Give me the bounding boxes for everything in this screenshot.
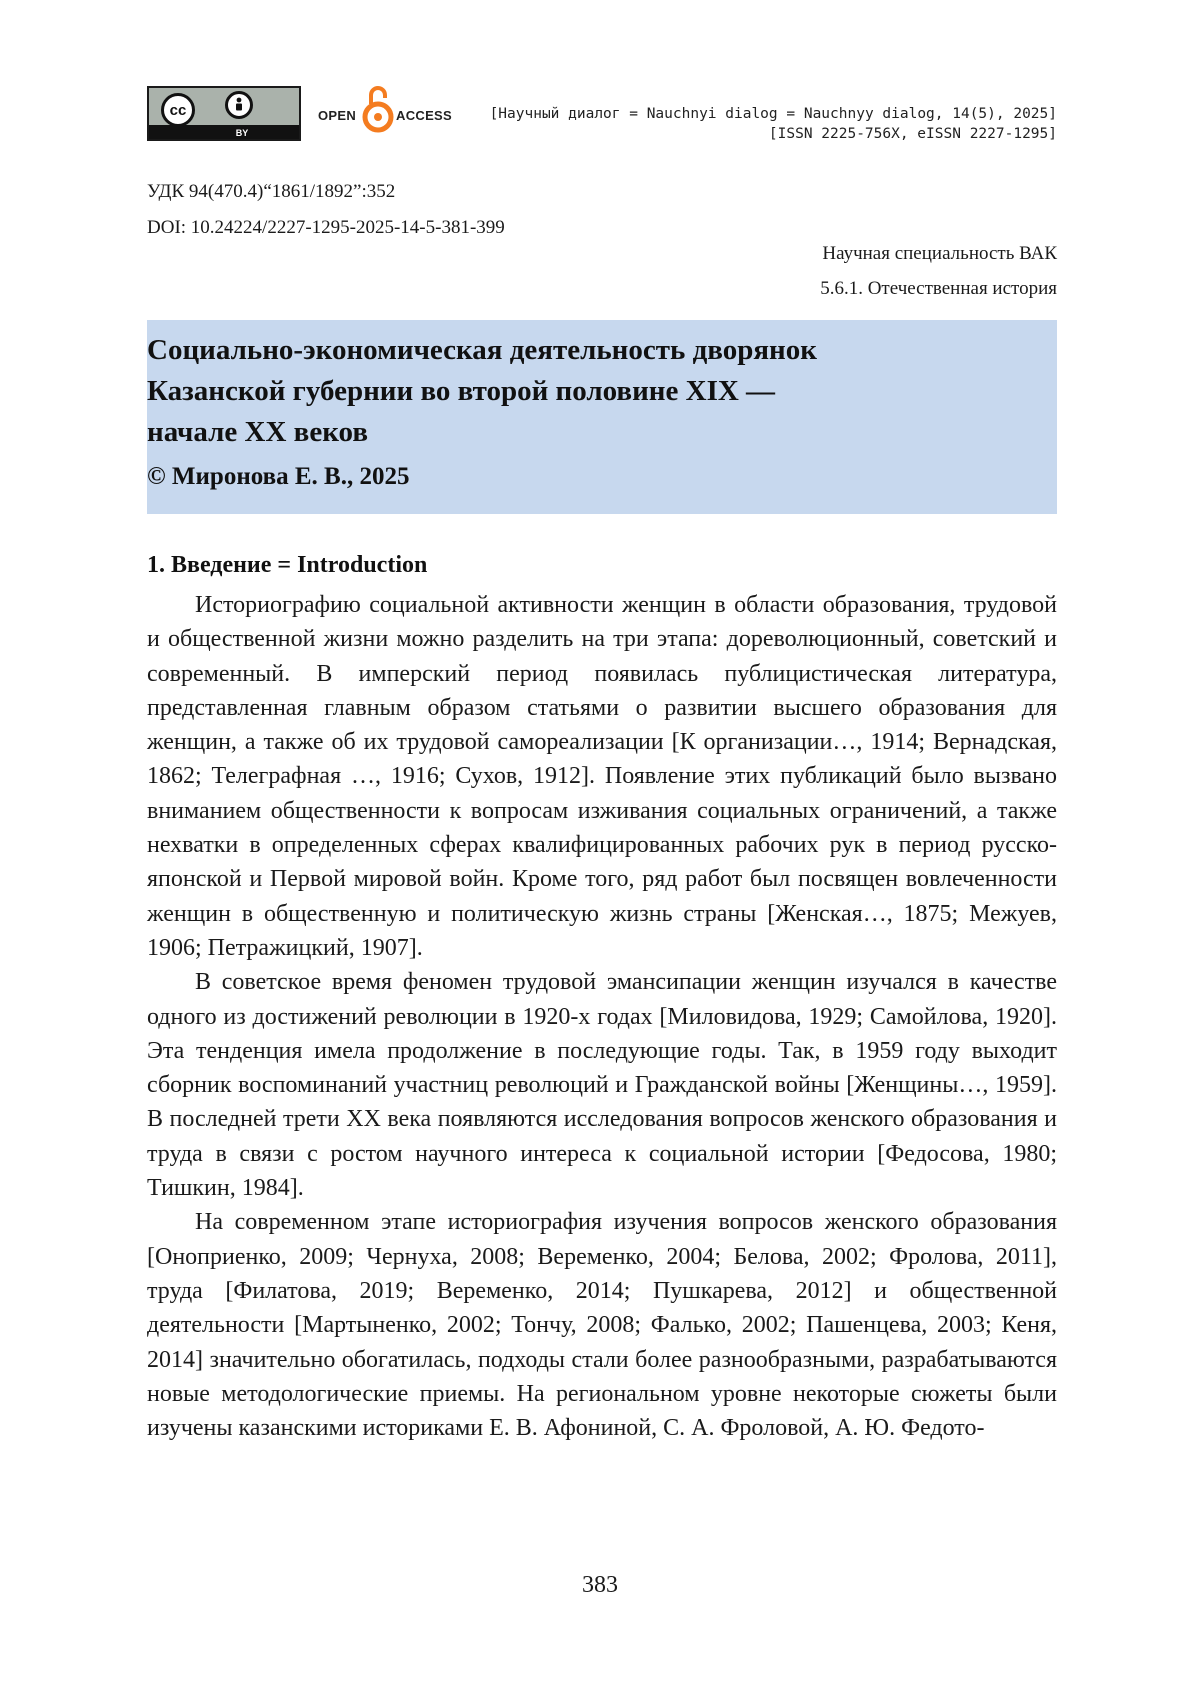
by-label: BY (227, 128, 257, 138)
cc-by-license-badge[interactable] (147, 86, 301, 141)
article-title (147, 330, 1057, 453)
vak-specialty (820, 236, 1057, 306)
open-lock-icon (362, 84, 394, 134)
page-number: 383 (0, 1572, 1200, 1599)
open-access-word-left: OPEN (318, 108, 356, 123)
specialty-value: 5.6.1. Отечественная история (820, 271, 1057, 306)
journal-issn: [ISSN 2225-756X, eISSN 2227-1295] (490, 124, 1057, 144)
title-line: Казанской губернии во второй половине XIX — (147, 371, 1057, 412)
udk-code: УДК 94(470.4)“1861/1892”:352 (147, 174, 505, 210)
journal-reference (490, 104, 1057, 144)
article-identifiers (147, 174, 505, 246)
article-body (147, 588, 1057, 1445)
body-paragraph: На современном этапе историография изучения вопросов женского образования [Оноприенко, 2009; Чернуха, 2008; Веременко, 2004; Белова, 2002; Фролова, 2011], труда [Филатова, 2019; Веременко, 2014; Пушкарева, 2012] и общественной деятельности [Мартыненко, 2002; Тончу, 2008; Фалько, 2002; Пашенцева, 2003; Кеня, 2014] значительно обогатилась, подходы стали более разнообразными, разрабатываются новые методологические приемы. На региональном уровне некоторые сюжеты были изучены казанскими историками Е. В. Афониной, С. А. Фроловой, А. Ю. Федото- (147, 1205, 1057, 1445)
section-heading: 1. Введение = Introduction (147, 552, 427, 579)
cc-icon: cc (161, 93, 195, 127)
open-access-word-right: ACCESS (396, 108, 452, 123)
title-line: начале XX веков (147, 412, 1057, 453)
journal-citation: [Научный диалог = Nauchnyi dialog = Nauchnyy dialog, 14(5), 2025] (490, 104, 1057, 124)
body-paragraph: Историографию социальной активности женщин в области образования, трудовой и общественной жизни можно разделить на три этапа: дореволюционный, советский и современный. В имперский период появилась публицистическая литература, представленная главным образом статьями о развитии высшего образования для женщин, а также об их трудовой самореализации [К организации…, 1914; Вернадская, 1862; Телеграфная …, 1916; Сухов, 1912]. Появление этих публикаций было вызвано вниманием общественности к вопросам изживания социальных ограничений, а также нехватки в определенных сферах квалифицированных рабочих рук в период русско-японской и Первой мировой войн. Кроме того, ряд работ был посвящен вовлеченности женщин в общественную и политическую жизнь страны [Женская…, 1875; Межуев, 1906; Петражицкий, 1907]. (147, 588, 1057, 965)
body-paragraph: В советское время феномен трудовой эмансипации женщин изучался в качестве одного из достижений революции в 1920-х годах [Миловидова, 1929; Самойлова, 1920]. Эта тенденция имела продолжение в последующие годы. Так, в 1959 году выходит сборник воспоминаний участниц революций и Гражданской войны [Женщины…, 1959]. В последней трети XX века появляются исследования вопросов женского образования и труда в связи с ростом научного интереса к социальной истории [Федосова, 1980; Тишкин, 1984]. (147, 965, 1057, 1205)
badge-bottom-bar (149, 125, 299, 139)
title-line: Социально-экономическая деятельность дворянок (147, 330, 1057, 371)
open-access-logo[interactable] (318, 84, 458, 134)
person-icon (225, 91, 253, 119)
title-block (147, 320, 1057, 514)
author-copyright: © Миронова Е. В., 2025 (147, 463, 1057, 491)
doi-link[interactable]: DOI: 10.24224/2227-1295-2025-14-5-381-399 (147, 210, 505, 246)
specialty-label: Научная специальность ВАК (820, 236, 1057, 271)
article-page (0, 0, 1200, 1703)
